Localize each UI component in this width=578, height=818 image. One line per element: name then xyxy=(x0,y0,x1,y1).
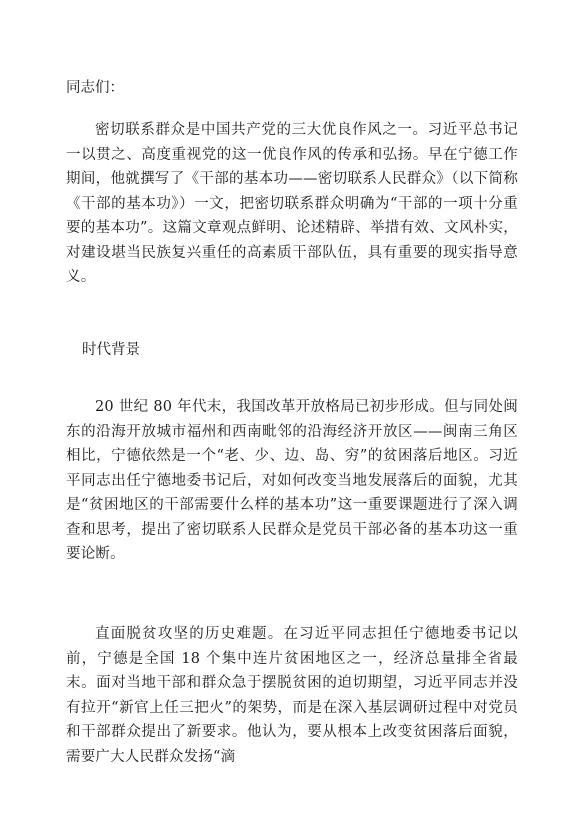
salutation: 同志们： xyxy=(66,80,124,96)
section-heading: 时代背景 xyxy=(82,342,140,358)
paragraph-background: 20 世纪 80 年代末，我国改革开放格局已初步形成。但与同处闽东的沿海开放城市福州和西南毗邻的沿海经济开放区——闽南三角区相比，宁德依然是一个“老、少、边、岛、穷”的贫困落后地区。习近平同志出任宁德地委书记后，对如何改变当地发展落后的面貌，尤其是“贫困地区的干部需要什么样的基本功”这一重要课题进行了深入调查和思考，提出了密切联系人民群众是党员干部必备的基本功这一重要论断。 xyxy=(66,399,518,562)
paragraph-intro: 密切联系群众是中国共产党的三大优良作风之一。习近平总书记一以贯之、高度重视党的这一优良作风的传承和弘扬。早在宁德工作期间，他就撰写了《干部的基本功——密切联系人民群众》（以下简称《干部的基本功》）一文，把密切联系群众明确为“干部的一项十分重要的基本功”。这篇文章观点鲜明、论述精辟、举措有效、文风朴实，对建设堪当民族复兴重任的高素质干部队伍，具有重要的现实指导意义。 xyxy=(66,122,518,285)
paragraph-poverty: 直面脱贫攻坚的历史难题。在习近平同志担任宁德地委书记以前，宁德是全国 18 个集中连片贫困地区之一，经济总量排全省最末。面对当地干部和群众急于摆脱贫困的迫切期望，习近平同志并没有拉开“新官上任三把火”的架势，而是在深入基层调研过程中对党员和干部群众提出了新要求。他认为，要从根本上改变贫困落后面貌，需要广大人民群众发扬“滴 xyxy=(66,626,518,765)
